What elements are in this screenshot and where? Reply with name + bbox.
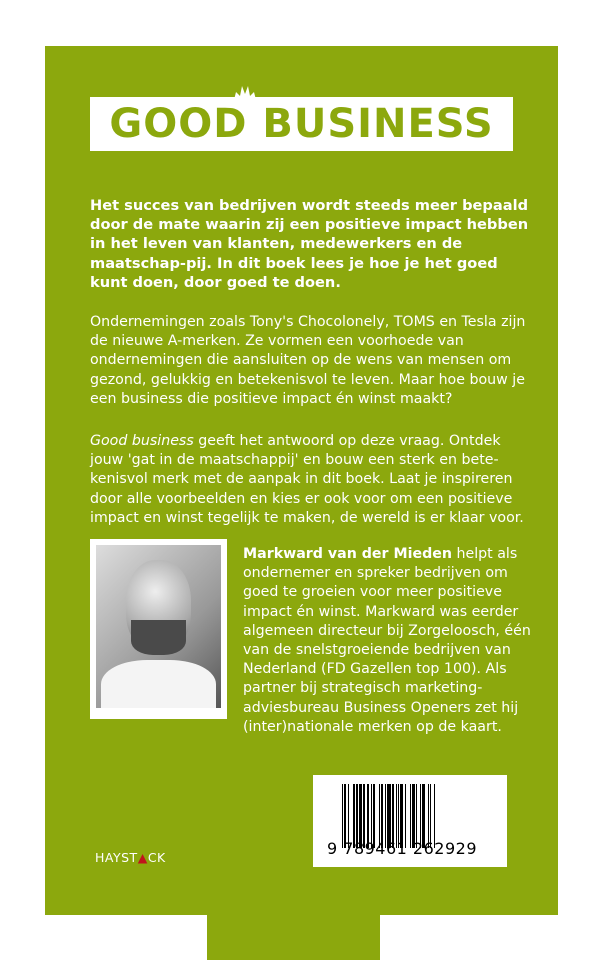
body-paragraph: Ondernemingen zoals Tony's Chocolonely, TOMS en Tesla zijn de nieuwe A-merken. Ze vormen een voorhoede van ondernemingen die aansluiten op de wens van mensen om gezond, gelukkig en betekenisvol te leven. Maar hoe bouw je een business die positieve impact én winst maakt?	[90, 314, 526, 407]
cover-flap	[207, 910, 380, 960]
isbn-number: 9 789461 262929	[327, 839, 478, 858]
author-photo	[90, 539, 227, 719]
title-banner	[90, 97, 513, 151]
bio-text: helpt als ondernemer en spreker bedrijven om goed te groeien voor meer positieve impact én winst. Markward was eerder algemeen directeur bij Zorgeloosch, één van de snelstgroeiende bedrijven van Nederland (FD Gazellen top 100). Als partner bij strategisch marketing-adviesbureau Business Openers zet hij (inter)nationale merken op de kaart.	[243, 546, 531, 735]
publisher-logo: HAYST▲CK	[95, 850, 166, 865]
body-paragraph	[90, 432, 530, 528]
author-bio	[243, 545, 533, 737]
book-title-italic: Good business	[90, 433, 194, 449]
lead-paragraph: Het succes van bedrijven wordt steeds meer bepaald door de mate waarin zij een positieve impact hebben in het leven van klanten, medewerkers en de maatschap-pij. In dit boek lees je hoe je het goed kunt doen, door goed te doen.	[90, 197, 529, 291]
author-name: Markward van der Mieden	[243, 546, 452, 562]
barcode	[313, 775, 507, 867]
book-title: GOOD BUSINESS	[109, 101, 494, 147]
paragraph-text: geeft het antwoord op deze vraag. Ontdek jouw 'gat in de maatschappij' en bouw een sterk en bete-kenisvol merk met de aanpak in dit boek. Laat je inspireren door alle voorbeelden en kies er ook voor om een positieve impact en winst tegelijk te maken, de wereld is er klaar voor.	[90, 433, 524, 526]
